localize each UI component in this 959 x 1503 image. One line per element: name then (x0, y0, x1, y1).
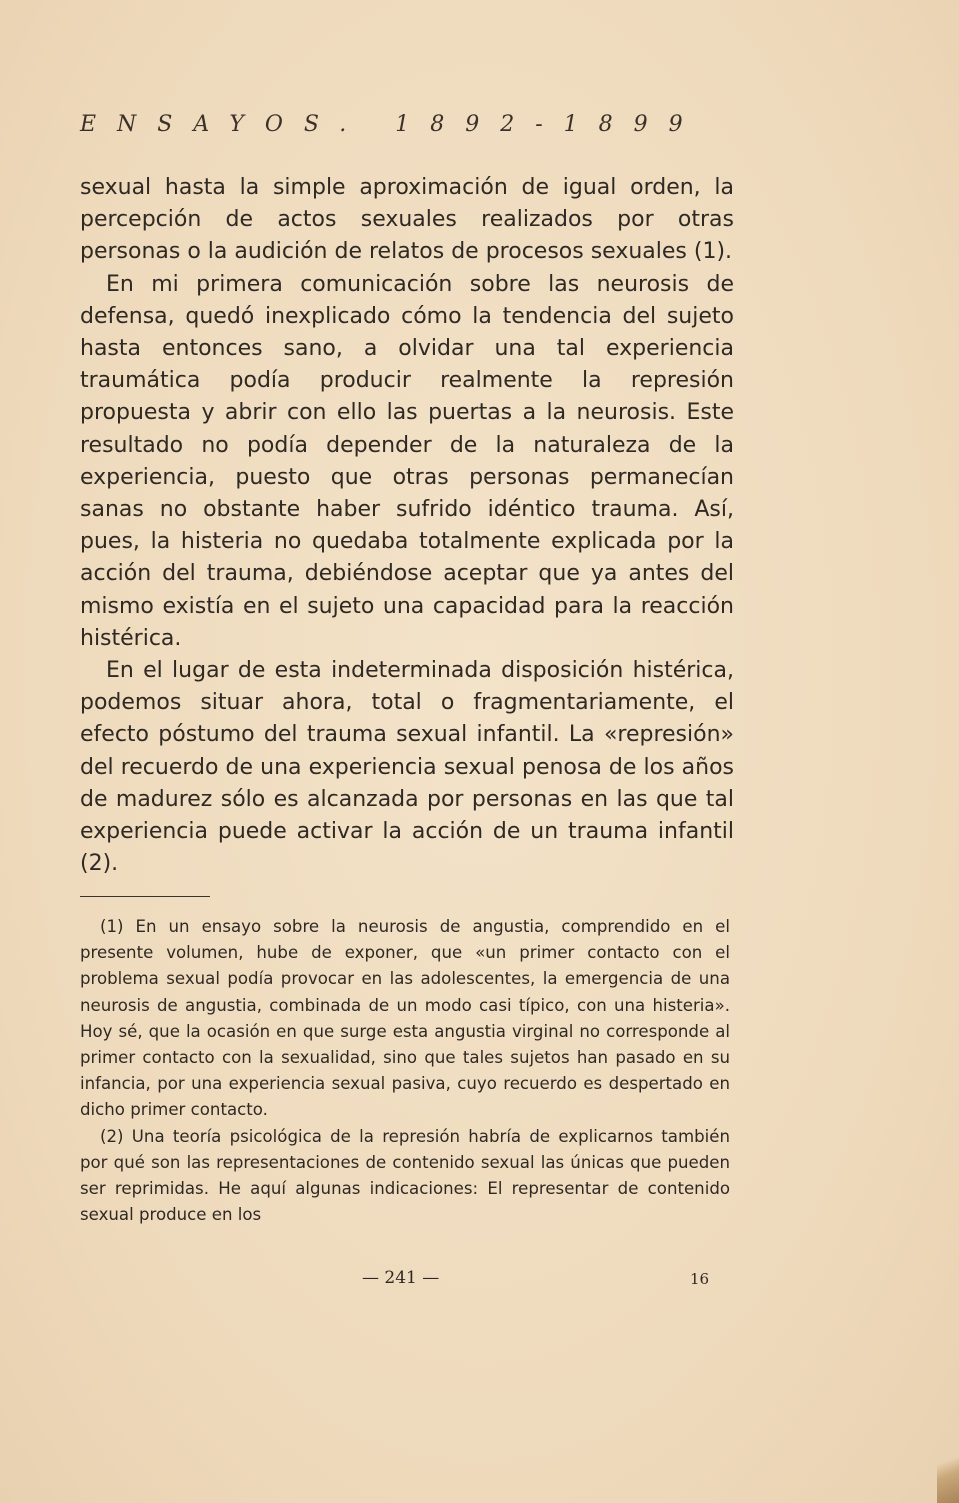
footnote-1: (1) En un ensayo sobre la neurosis de angustia, comprendido en el presente volumen, hube de exponer, que «un primer contacto con el problema sexual podía provocar en las adolescentes, la emergencia de una neurosis de angustia, combinada de un modo casi típico, con una histeria». Hoy sé, que la ocasión en que surge esta angustia virginal no corresponde al primer contacto con la sexualidad, sino que tales sujetos han pasado en su infancia, por una experiencia sexual pasiva, cuyo recuerdo es despertado en dicho primer contacto. (80, 917, 730, 1120)
page-corner-curl (937, 1433, 959, 1503)
footnotes (80, 914, 730, 1228)
footnote-2: (2) Una teoría psicológica de la represión habría de explicarnos también por qué son las representaciones de contenido sexual las únicas que pueden ser reprimidas. He aquí algunas indicaciones: El representar de contenido sexual produce en los (80, 1126, 730, 1225)
page-number: — 241 — (362, 1268, 440, 1288)
footnote-divider (80, 896, 210, 897)
main-text (80, 172, 734, 880)
signature-mark: 16 (690, 1270, 710, 1288)
paragraph-continuation: sexual hasta la simple aproximación de igual orden, la percepción de actos sexuales realizados por otras personas o la audición de relatos de procesos sexuales (1). (80, 175, 734, 265)
paragraph: En el lugar de esta indeterminada disposición histérica, podemos situar ahora, total o fragmentariamente, el efecto póstumo del trauma sexual infantil. La «represión» del recuerdo de una experiencia sexual penosa de los años de madurez sólo es alcanzada por personas en las que tal experiencia puede activar la acción de un trauma infantil (2). (80, 658, 734, 877)
paragraph: En mi primera comunicación sobre las neurosis de defensa, quedó inexplicado cómo la tendencia del sujeto hasta entonces sano, a olvidar una tal experiencia traumática podía producir realmente la represión propuesta y abrir con ello las puertas a la neurosis. Este resultado no podía depender de la naturaleza de la experiencia, puesto que otras personas permanecían sanas no obstante haber sufrido idéntico trauma. Así, pues, la histeria no quedaba totalmente explicada por la acción del trauma, debiéndose aceptar que ya antes del mismo existía en el sujeto una capacidad para la reacción histérica. (80, 271, 734, 651)
running-head: ENSAYOS. 1892-1899 (80, 112, 704, 137)
